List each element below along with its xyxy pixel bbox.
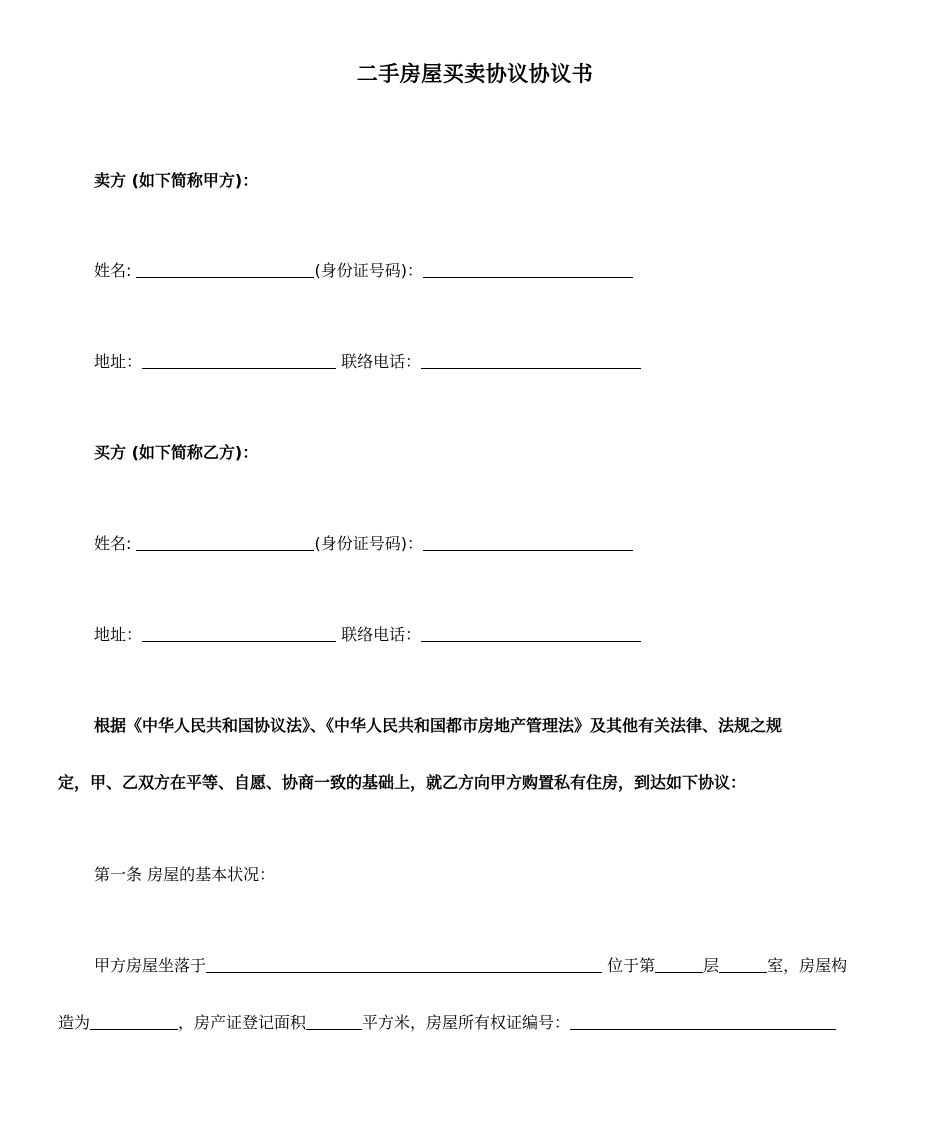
- seller-address-line: [94, 350, 641, 374]
- floor-label: 位于第: [602, 956, 656, 975]
- buyer-id-label: (身份证号码)：: [314, 534, 423, 553]
- seller-name-label: 姓名:: [94, 261, 137, 280]
- floor-unit-label: 层: [703, 956, 720, 975]
- certificate-label: 平方米，房屋所有权证编号：: [362, 1013, 571, 1032]
- buyer-address-blank[interactable]: [142, 625, 336, 642]
- article-1-heading: 第一条 房屋的基本状况：: [94, 865, 276, 884]
- article-1-line-2: [58, 1011, 836, 1035]
- room-construction-label: 室，房屋构: [767, 956, 848, 975]
- buyer-name-blank[interactable]: [136, 534, 314, 551]
- location-blank[interactable]: [206, 956, 602, 973]
- location-label: 甲方房屋坐落于: [94, 956, 207, 975]
- seller-name-blank[interactable]: [136, 261, 314, 278]
- seller-id-blank[interactable]: [423, 261, 633, 278]
- construction-label: 造为: [58, 1013, 91, 1032]
- seller-address-blank[interactable]: [142, 352, 336, 369]
- certificate-number-blank[interactable]: [570, 1013, 836, 1030]
- seller-heading: 卖方 (如下简称甲方)：: [94, 171, 259, 190]
- area-blank[interactable]: [306, 1013, 362, 1030]
- document-title: 二手房屋买卖协议协议书: [356, 62, 594, 86]
- buyer-heading: 买方 (如下简称乙方)：: [94, 443, 259, 462]
- buyer-phone-blank[interactable]: [421, 625, 641, 642]
- buyer-name-line: [94, 532, 633, 556]
- buyer-phone-label: 联络电话：: [341, 625, 422, 644]
- seller-id-label: (身份证号码)：: [314, 261, 423, 280]
- seller-name-line: [94, 259, 633, 283]
- buyer-address-line: [94, 623, 641, 647]
- buyer-address-label: 地址：: [94, 625, 143, 644]
- construction-blank[interactable]: [90, 1013, 178, 1030]
- seller-phone-blank[interactable]: [421, 352, 641, 369]
- buyer-name-label: 姓名:: [94, 534, 137, 553]
- floor-blank[interactable]: [655, 956, 703, 973]
- article-1-line-1: [94, 954, 847, 978]
- seller-address-label: 地址：: [94, 352, 143, 371]
- preamble-line-1: 根据《中华人民共和国协议法》、《中华人民共和国都市房地产管理法》及其他有关法律、法规之规: [94, 716, 783, 735]
- seller-phone-label: 联络电话：: [341, 352, 422, 371]
- room-blank[interactable]: [719, 956, 767, 973]
- buyer-id-blank[interactable]: [423, 534, 633, 551]
- area-label: ，房产证登记面积: [178, 1013, 307, 1032]
- preamble-line-2: 定，甲、乙双方在平等、自愿、协商一致的基础上，就乙方向甲方购置私有住房，到达如下协议：: [58, 773, 747, 792]
